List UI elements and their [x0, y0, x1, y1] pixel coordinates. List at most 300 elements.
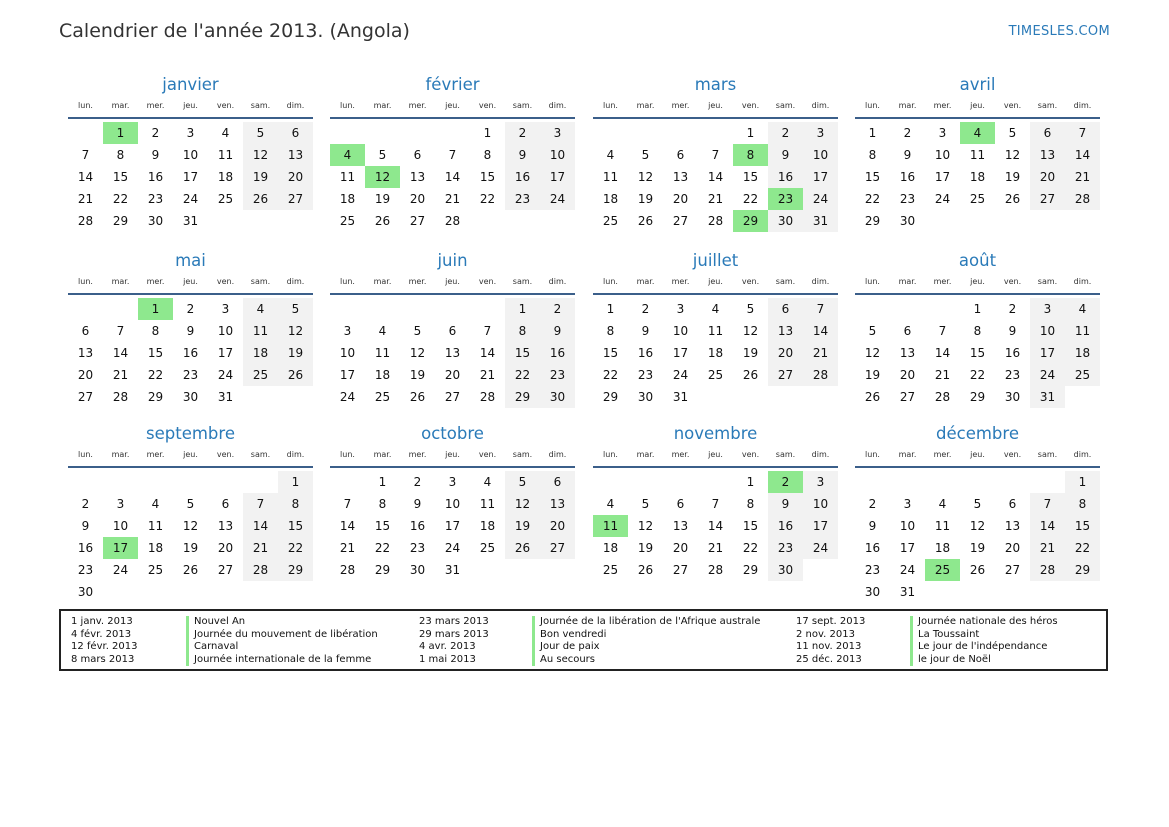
day-cell: 5: [746, 302, 755, 316]
legend-holiday-name: Journée du mouvement de libération: [194, 628, 378, 640]
weekday-label: dim.: [548, 101, 567, 110]
empty-cell: [925, 471, 960, 493]
day-cell: 2: [186, 302, 195, 316]
day-cell: 26: [637, 563, 654, 577]
holiday-day-cell: 11: [593, 515, 628, 537]
day-cell: 2: [151, 126, 160, 140]
month-calendar: [68, 251, 313, 408]
weekday-label: lun.: [340, 277, 355, 286]
day-cell: 3: [116, 497, 125, 511]
weekday-label: jeu.: [970, 450, 985, 459]
day-cell: 21: [77, 192, 94, 206]
day-cell: 18: [339, 192, 356, 206]
day-cell: 17: [1030, 342, 1065, 364]
weekday-label: mar.: [111, 277, 130, 286]
day-cell: 13: [1030, 144, 1065, 166]
empty-cell: [103, 298, 138, 320]
day-cell: 11: [1065, 320, 1100, 342]
day-cell: 1: [746, 126, 755, 140]
day-cell: 23: [409, 541, 426, 555]
month-name: septembre: [146, 424, 235, 443]
month-calendar: [593, 75, 838, 232]
day-cell: 17: [540, 166, 575, 188]
day-cell: 18: [243, 342, 278, 364]
weekday-label: mar.: [898, 450, 917, 459]
day-cell: 13: [672, 170, 689, 184]
empty-cell: [628, 471, 663, 493]
day-cell: 11: [147, 519, 164, 533]
day-cell: 30: [768, 559, 803, 581]
weekday-label: ven.: [741, 101, 760, 110]
day-cell: 5: [413, 324, 422, 338]
day-cell: 11: [339, 170, 356, 184]
weekday-label: mer.: [408, 450, 427, 459]
weekday-label: dim.: [811, 277, 830, 286]
day-cell: 7: [483, 324, 492, 338]
day-cell: 16: [768, 515, 803, 537]
month-calendar: [855, 251, 1100, 408]
day-cell: 20: [409, 192, 426, 206]
day-cell: 19: [864, 368, 881, 382]
holiday-day-cell: 23: [768, 188, 803, 210]
empty-cell: [208, 471, 243, 493]
day-cell: 3: [540, 122, 575, 144]
day-cell: 24: [1030, 364, 1065, 386]
day-cell: 18: [479, 519, 496, 533]
day-cell: 2: [81, 497, 90, 511]
day-cell: 5: [868, 324, 877, 338]
legend-holiday-name: Au secours: [540, 653, 595, 665]
page-title: Calendrier de l'année 2013. (Angola): [59, 20, 410, 42]
weekday-label: mar.: [636, 450, 655, 459]
weekday-label: jeu.: [445, 101, 460, 110]
day-cell: 26: [742, 368, 759, 382]
day-cell: 11: [707, 324, 724, 338]
day-cell: 30: [77, 585, 94, 599]
day-cell: 5: [1008, 126, 1017, 140]
legend-date: 25 déc. 2013: [796, 653, 862, 665]
day-cell: 27: [278, 188, 313, 210]
day-cell: 16: [409, 519, 426, 533]
day-cell: 19: [742, 346, 759, 360]
empty-cell: [138, 471, 173, 493]
day-grid: [593, 122, 838, 232]
day-cell: 14: [1030, 515, 1065, 537]
day-cell: 20: [444, 368, 461, 382]
day-cell: 31: [899, 585, 916, 599]
month-name: décembre: [936, 424, 1019, 443]
legend-date: 23 mars 2013: [419, 616, 489, 627]
day-cell: 18: [707, 346, 724, 360]
weekday-label: sam.: [250, 450, 271, 459]
day-cell: 8: [151, 324, 160, 338]
empty-cell: [890, 298, 925, 320]
day-cell: 29: [147, 390, 164, 404]
day-cell: 5: [973, 497, 982, 511]
legend-names-col1: [186, 616, 378, 666]
day-cell: 22: [969, 368, 986, 382]
weekday-label: ven.: [1003, 101, 1022, 110]
weekday-label: ven.: [478, 277, 497, 286]
day-cell: 25: [479, 541, 496, 555]
day-cell: 9: [81, 519, 90, 533]
weekday-label: sam.: [1037, 450, 1058, 459]
day-cell: 28: [1065, 188, 1100, 210]
weekday-label: dim.: [811, 450, 830, 459]
empty-cell: [995, 471, 1030, 493]
holiday-day-cell: 4: [330, 144, 365, 166]
day-cell: 4: [378, 324, 387, 338]
day-cell: 30: [182, 390, 199, 404]
day-cell: 24: [672, 368, 689, 382]
day-cell: 8: [973, 324, 982, 338]
day-cell: 7: [116, 324, 125, 338]
day-cell: 16: [864, 541, 881, 555]
day-cell: 9: [768, 144, 803, 166]
day-cell: 8: [116, 148, 125, 162]
day-cell: 20: [278, 166, 313, 188]
day-cell: 28: [1030, 559, 1065, 581]
day-cell: 20: [1030, 166, 1065, 188]
weekday-header: [593, 100, 838, 119]
day-cell: 25: [602, 214, 619, 228]
weekday-label: dim.: [548, 277, 567, 286]
weekday-label: mar.: [373, 277, 392, 286]
day-cell: 14: [243, 515, 278, 537]
day-cell: 6: [540, 471, 575, 493]
legend-holiday-name: Journée internationale de la femme: [194, 653, 372, 665]
day-cell: 25: [339, 214, 356, 228]
empty-cell: [890, 471, 925, 493]
day-cell: 15: [112, 170, 129, 184]
day-cell: 9: [540, 320, 575, 342]
weekday-label: ven.: [216, 277, 235, 286]
day-cell: 17: [339, 368, 356, 382]
day-cell: 3: [803, 471, 838, 493]
weekday-label: jeu.: [183, 450, 198, 459]
legend-holiday-name: le jour de Noël: [918, 653, 991, 665]
day-cell: 25: [374, 390, 391, 404]
day-cell: 25: [602, 563, 619, 577]
weekday-label: lun.: [603, 450, 618, 459]
weekday-label: ven.: [216, 450, 235, 459]
legend-dates-col1: [71, 616, 138, 666]
weekday-label: sam.: [512, 277, 533, 286]
day-cell: 28: [339, 563, 356, 577]
legend-date: 2 nov. 2013: [796, 628, 855, 640]
weekday-label: lun.: [603, 277, 618, 286]
empty-cell: [960, 471, 995, 493]
day-cell: 21: [803, 342, 838, 364]
weekday-label: sam.: [512, 101, 533, 110]
day-cell: 17: [444, 519, 461, 533]
day-cell: 23: [637, 368, 654, 382]
day-cell: 21: [243, 537, 278, 559]
day-cell: 13: [1004, 519, 1021, 533]
month-name: octobre: [421, 424, 484, 443]
legend-date: 12 févr. 2013: [71, 641, 138, 653]
day-cell: 13: [77, 346, 94, 360]
day-cell: 21: [112, 368, 129, 382]
day-cell: 18: [1065, 342, 1100, 364]
day-cell: 22: [602, 368, 619, 382]
day-cell: 22: [278, 537, 313, 559]
empty-cell: [400, 122, 435, 144]
day-cell: 25: [147, 563, 164, 577]
day-cell: 23: [540, 364, 575, 386]
day-cell: 10: [339, 346, 356, 360]
day-cell: 29: [112, 214, 129, 228]
weekday-label: mar.: [373, 450, 392, 459]
day-cell: 25: [969, 192, 986, 206]
day-cell: 26: [1004, 192, 1021, 206]
day-cell: 11: [479, 497, 496, 511]
weekday-label: jeu.: [970, 277, 985, 286]
day-cell: 31: [1030, 386, 1065, 408]
day-cell: 4: [711, 302, 720, 316]
empty-cell: [435, 122, 470, 144]
day-grid: [855, 298, 1100, 408]
legend-names-col2: [532, 616, 760, 666]
weekday-label: dim.: [286, 277, 305, 286]
month-calendar: [855, 75, 1100, 232]
weekday-header: [330, 276, 575, 295]
month-name: mai: [175, 251, 206, 270]
day-cell: 24: [803, 188, 838, 210]
weekday-label: lun.: [603, 101, 618, 110]
day-cell: 15: [479, 170, 496, 184]
weekday-label: mar.: [373, 101, 392, 110]
empty-cell: [698, 122, 733, 144]
day-cell: 11: [602, 170, 619, 184]
day-cell: 11: [374, 346, 391, 360]
day-cell: 12: [505, 493, 540, 515]
day-cell: 20: [899, 368, 916, 382]
day-cell: 10: [112, 519, 129, 533]
weekday-label: jeu.: [708, 450, 723, 459]
day-cell: 22: [479, 192, 496, 206]
empty-cell: [330, 122, 365, 144]
day-cell: 19: [637, 541, 654, 555]
day-cell: 2: [1008, 302, 1017, 316]
weekday-label: lun.: [340, 101, 355, 110]
day-cell: 17: [899, 541, 916, 555]
day-cell: 3: [903, 497, 912, 511]
day-cell: 2: [540, 298, 575, 320]
weekday-label: mer.: [671, 101, 690, 110]
day-cell: 24: [540, 188, 575, 210]
day-cell: 17: [934, 170, 951, 184]
day-cell: 10: [803, 493, 838, 515]
day-cell: 1: [483, 126, 492, 140]
day-cell: 13: [409, 170, 426, 184]
day-cell: 2: [768, 122, 803, 144]
weekday-label: ven.: [741, 277, 760, 286]
day-cell: 13: [278, 144, 313, 166]
empty-cell: [68, 122, 103, 144]
weekday-header: [68, 100, 313, 119]
day-cell: 9: [505, 144, 540, 166]
day-cell: 1: [973, 302, 982, 316]
day-cell: 29: [742, 563, 759, 577]
day-cell: 18: [934, 541, 951, 555]
day-cell: 21: [1065, 166, 1100, 188]
day-cell: 21: [479, 368, 496, 382]
weekday-label: mer.: [408, 101, 427, 110]
weekday-header: [330, 449, 575, 468]
day-cell: 3: [221, 302, 230, 316]
day-cell: 27: [540, 537, 575, 559]
day-cell: 29: [505, 386, 540, 408]
day-cell: 23: [77, 563, 94, 577]
day-cell: 15: [742, 519, 759, 533]
day-grid: [330, 471, 575, 581]
day-cell: 8: [378, 497, 387, 511]
day-cell: 30: [540, 386, 575, 408]
day-grid: [855, 122, 1100, 232]
day-cell: 7: [243, 493, 278, 515]
weekday-label: lun.: [78, 101, 93, 110]
month-name: mars: [694, 75, 737, 94]
weekday-label: jeu.: [708, 277, 723, 286]
weekday-label: lun.: [78, 277, 93, 286]
weekday-label: jeu.: [183, 277, 198, 286]
brand-link[interactable]: TIMESLES.COM: [1008, 24, 1110, 39]
month-name: février: [425, 75, 480, 94]
day-cell: 20: [77, 368, 94, 382]
empty-cell: [855, 298, 890, 320]
day-cell: 16: [182, 346, 199, 360]
day-cell: 30: [768, 210, 803, 232]
day-cell: 9: [903, 148, 912, 162]
day-cell: 19: [182, 541, 199, 555]
day-cell: 27: [77, 390, 94, 404]
day-cell: 4: [1065, 298, 1100, 320]
day-grid: [330, 298, 575, 408]
empty-cell: [68, 298, 103, 320]
day-cell: 16: [147, 170, 164, 184]
day-cell: 15: [147, 346, 164, 360]
day-cell: 16: [637, 346, 654, 360]
day-cell: 10: [1030, 320, 1065, 342]
day-cell: 27: [217, 563, 234, 577]
day-cell: 13: [540, 493, 575, 515]
month-calendar: [330, 251, 575, 408]
month-calendar: [68, 424, 313, 603]
day-cell: 12: [969, 519, 986, 533]
day-cell: 27: [672, 214, 689, 228]
day-cell: 5: [186, 497, 195, 511]
day-cell: 7: [711, 497, 720, 511]
weekday-label: mer.: [933, 277, 952, 286]
empty-cell: [435, 298, 470, 320]
day-cell: 20: [768, 342, 803, 364]
weekday-label: mar.: [898, 277, 917, 286]
day-cell: 12: [864, 346, 881, 360]
day-cell: 20: [672, 541, 689, 555]
day-cell: 26: [243, 188, 278, 210]
weekday-label: sam.: [250, 277, 271, 286]
day-cell: 8: [1065, 493, 1100, 515]
weekday-header: [593, 449, 838, 468]
weekday-label: jeu.: [970, 101, 985, 110]
weekday-header: [855, 276, 1100, 295]
legend-holiday-name: Journée nationale des héros: [918, 616, 1058, 627]
legend-holiday-name: La Toussaint: [918, 628, 980, 640]
day-cell: 22: [505, 364, 540, 386]
day-cell: 23: [182, 368, 199, 382]
empty-cell: [925, 298, 960, 320]
day-cell: 15: [864, 170, 881, 184]
day-cell: 6: [81, 324, 90, 338]
day-cell: 22: [742, 192, 759, 206]
day-cell: 6: [676, 148, 685, 162]
day-cell: 12: [409, 346, 426, 360]
weekday-label: mer.: [671, 277, 690, 286]
day-cell: 4: [483, 475, 492, 489]
day-cell: 10: [182, 148, 199, 162]
day-cell: 11: [243, 320, 278, 342]
weekday-label: mer.: [146, 277, 165, 286]
empty-cell: [1030, 471, 1065, 493]
day-cell: 16: [899, 170, 916, 184]
legend-holiday-name: Journée de la libération de l'Afrique australe: [540, 616, 761, 627]
day-cell: 19: [243, 166, 278, 188]
day-cell: 28: [934, 390, 951, 404]
day-cell: 19: [409, 368, 426, 382]
day-cell: 7: [343, 497, 352, 511]
day-cell: 20: [217, 541, 234, 555]
day-cell: 14: [479, 346, 496, 360]
weekday-label: sam.: [775, 277, 796, 286]
day-cell: 31: [217, 390, 234, 404]
day-cell: 8: [606, 324, 615, 338]
day-cell: 23: [1004, 368, 1021, 382]
weekday-label: dim.: [811, 101, 830, 110]
day-cell: 19: [374, 192, 391, 206]
legend-date: 8 mars 2013: [71, 653, 135, 665]
month-name: août: [958, 251, 997, 270]
day-cell: 1: [505, 298, 540, 320]
day-cell: 22: [112, 192, 129, 206]
month-name: avril: [959, 75, 996, 94]
day-cell: 6: [676, 497, 685, 511]
day-cell: 23: [768, 537, 803, 559]
day-cell: 9: [641, 324, 650, 338]
empty-cell: [243, 471, 278, 493]
day-cell: 5: [641, 497, 650, 511]
day-cell: 25: [707, 368, 724, 382]
weekday-label: sam.: [1037, 277, 1058, 286]
day-cell: 19: [278, 342, 313, 364]
day-cell: 6: [278, 122, 313, 144]
day-cell: 18: [147, 541, 164, 555]
day-cell: 18: [969, 170, 986, 184]
day-cell: 6: [903, 324, 912, 338]
day-cell: 14: [934, 346, 951, 360]
holiday-day-cell: 17: [103, 537, 138, 559]
day-cell: 18: [602, 192, 619, 206]
day-cell: 12: [637, 170, 654, 184]
day-cell: 27: [444, 390, 461, 404]
weekday-label: sam.: [1037, 101, 1058, 110]
day-grid: [68, 471, 313, 603]
legend-holiday-name: Carnaval: [194, 641, 239, 653]
day-cell: 2: [641, 302, 650, 316]
day-grid: [593, 298, 838, 408]
day-cell: 29: [969, 390, 986, 404]
day-cell: 20: [540, 515, 575, 537]
